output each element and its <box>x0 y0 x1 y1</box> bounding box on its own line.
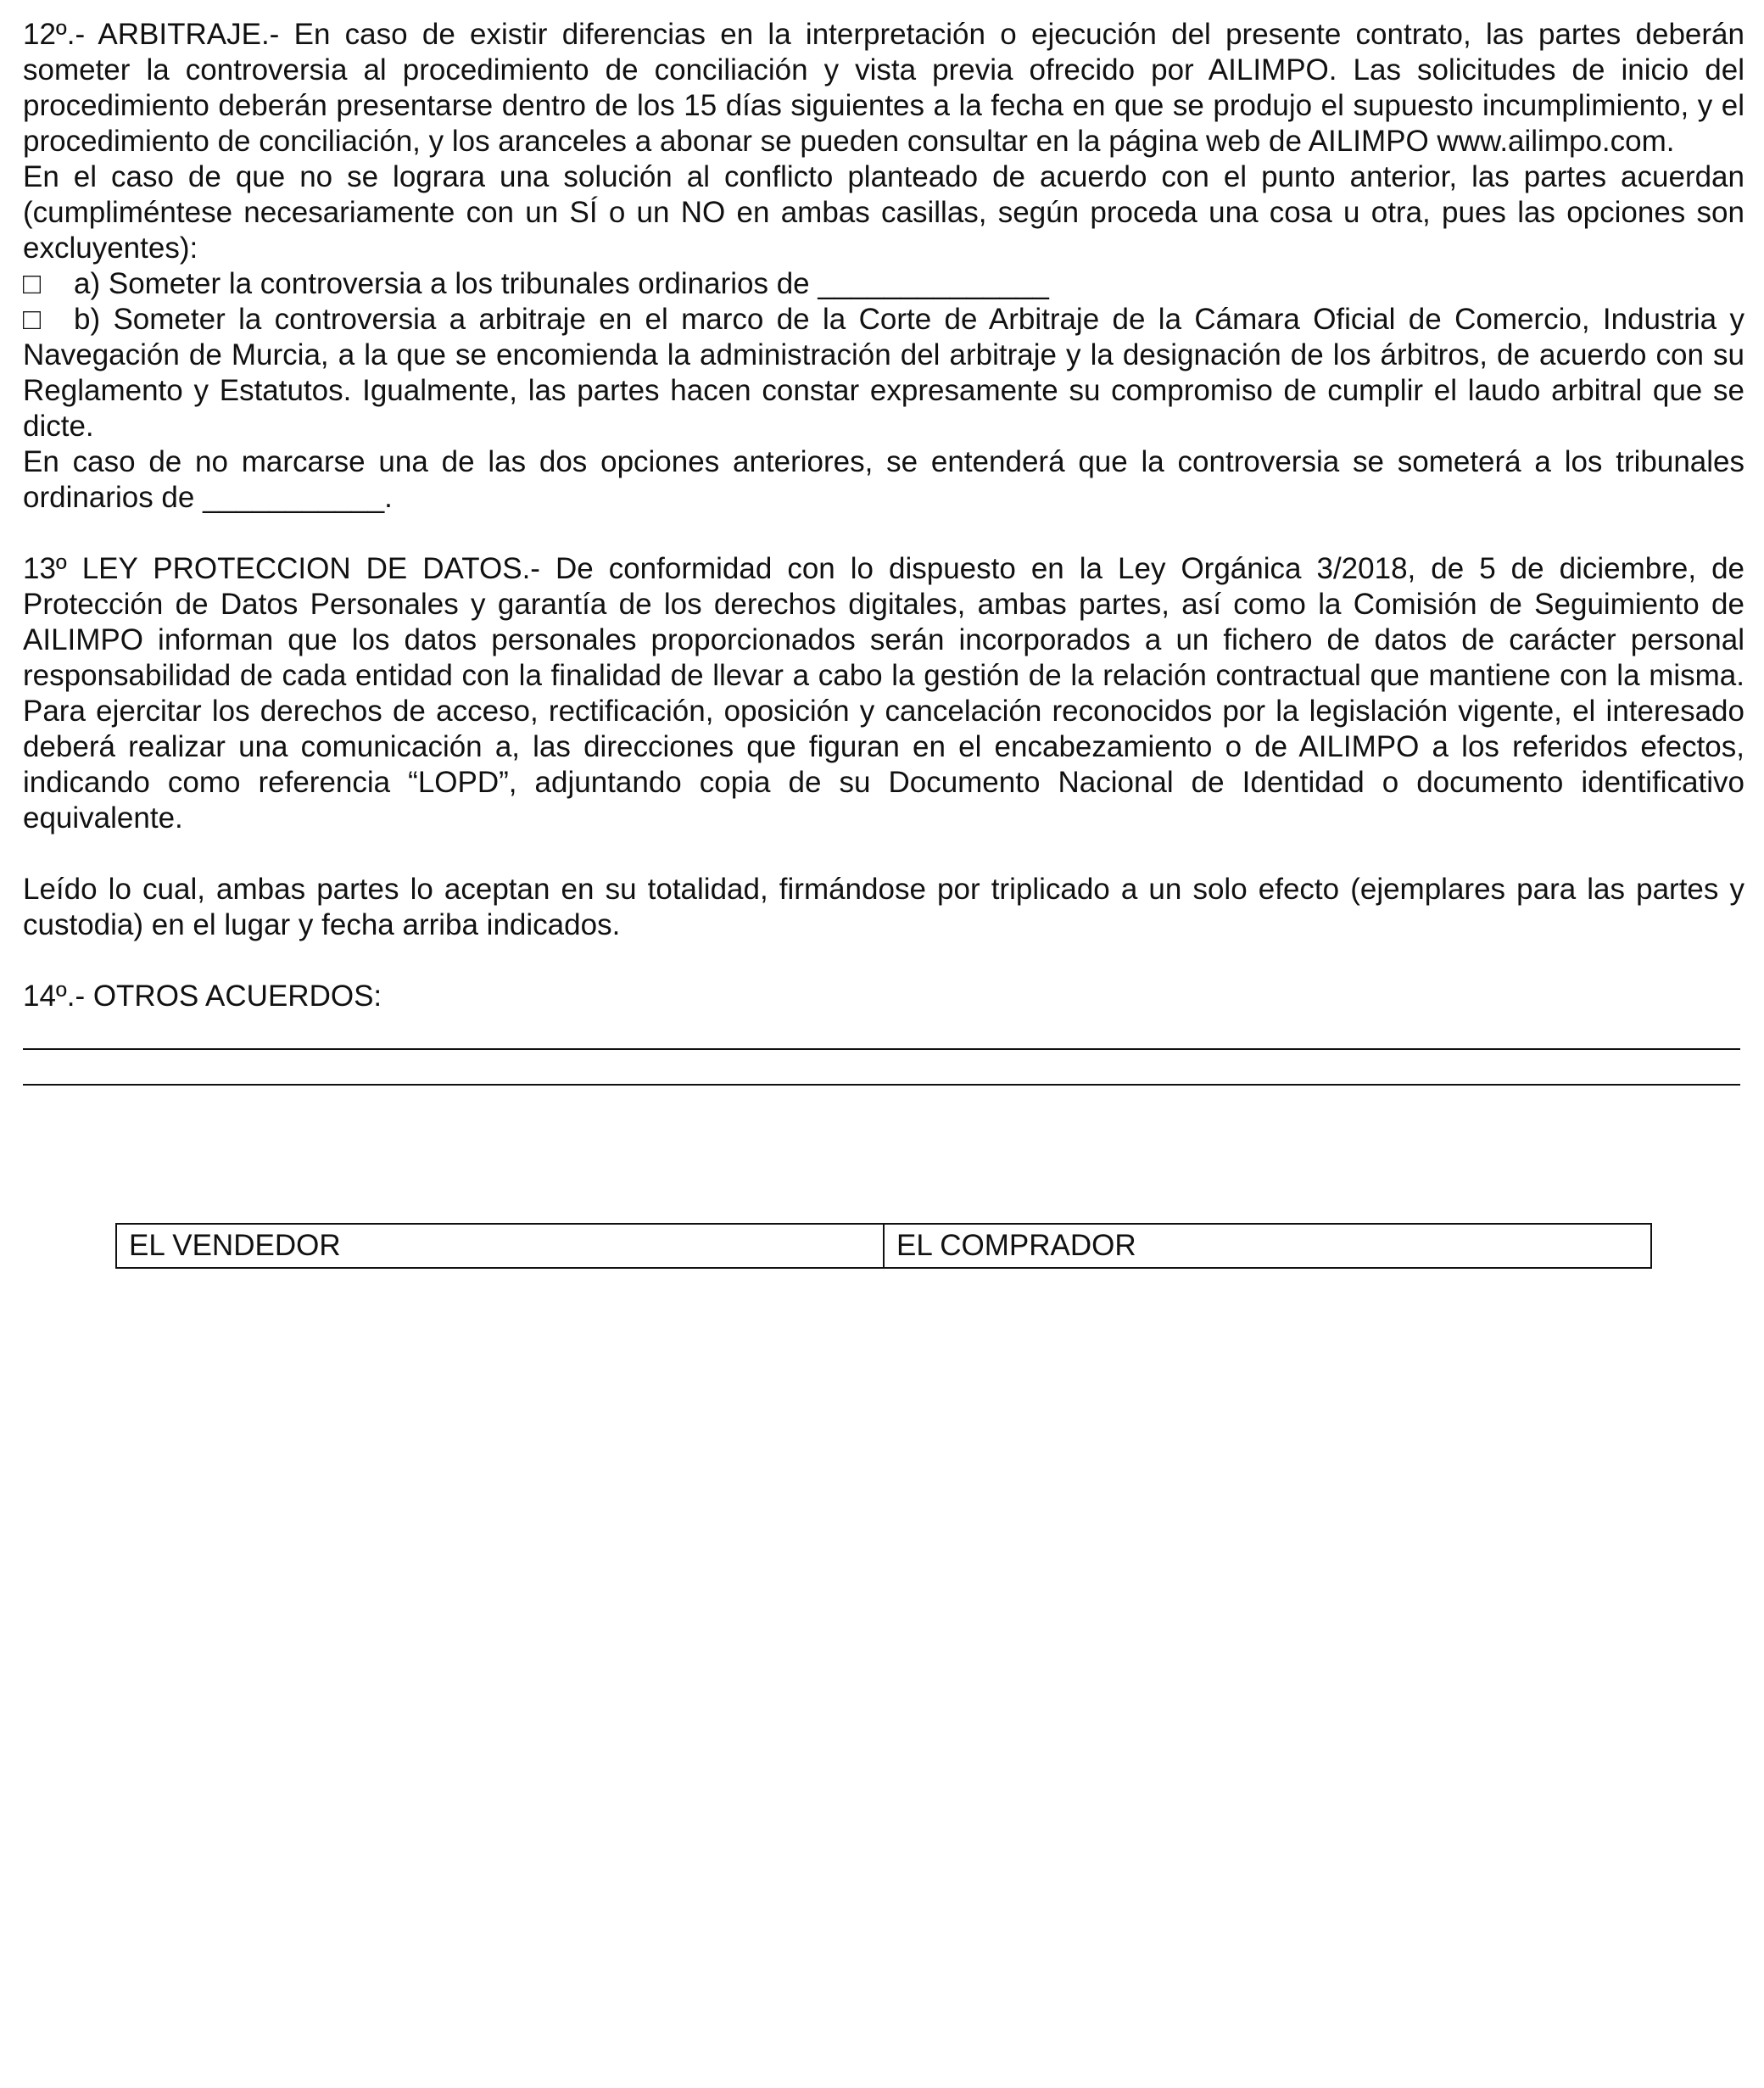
clause-14-heading: 14º.- OTROS ACUERDOS: <box>23 980 382 1013</box>
checkbox-option-a[interactable]: □ <box>23 267 42 300</box>
option-b-text: b) Someter la controversia a arbitraje en el marco de la Corte de Arbitraje de la Cámara Oficial de Comercio, Industria y Navegación de Murcia, a la que se encomienda la administración del arbitraje y la designación de los árbitros, de acuerdo con su Reglamento y Estatutos. Igualmente, las partes hacen constar expresamente su compromiso de cumplir el laudo arbitral que se dicte. <box>23 303 1744 443</box>
buyer-signature-cell: EL COMPRADOR <box>884 1224 1651 1268</box>
other-agreements-line-1[interactable] <box>23 1014 1740 1050</box>
signature-table <box>115 1223 1652 1269</box>
contract-page <box>23 17 1744 1086</box>
clause-12-arbitration: 12º.- ARBITRAJE.- En caso de existir diferencias en la interpretación o ejecución del presente contrato, las partes deberán someter la controversia al procedimiento de conciliación y vista previa ofrecido por AILIMPO. Las solicitudes de inicio del procedimiento deberán presentarse dentro de los 15 días siguientes a la fecha en que se produjo el supuesto incumplimiento, y el procedimiento de conciliación, y los aranceles a abonar se pueden consultar en la página web de AILIMPO www.ailimpo.com. <box>23 18 1744 158</box>
clause-13-data-protection: 13º LEY PROTECCION DE DATOS.- De conformidad con lo dispuesto en la Ley Orgánica 3/2018, de 5 de diciembre, de Protección de Datos Personales y garantía de los derechos digitales, ambas partes, así como la Comisión de Seguimiento de AILIMPO informan que los datos personales proporcionados serán incorporados a un fichero de datos de carácter personal responsabilidad de cada entidad con la finalidad de llevar a cabo la gestión de la relación contractual que mantiene con la misma. Para ejercitar los derechos de acceso, rectificación, oposición y cancelación reconocidos por la legislación vigente, el interesado deberá realizar una comunicación a, las direcciones que figuran en el encabezamiento o de AILIMPO a los referidos efectos, indicando como referencia “LOPD”, adjuntando copia de su Documento Nacional de Identidad o documento identificativo equivalente. <box>23 552 1744 835</box>
option-a-ordinary-courts <box>23 266 1744 302</box>
checkbox-option-b[interactable]: □ <box>23 303 42 336</box>
other-agreements-line-2[interactable] <box>23 1050 1740 1086</box>
seller-signature-cell: EL VENDEDOR <box>116 1224 884 1268</box>
option-b-arbitration-court <box>23 302 1744 444</box>
clause-12-dispute-options-intro: En el caso de que no se lograra una solución al conflicto planteado de acuerdo con el punto anterior, las partes acuerdan (cumpliméntese necesariamente con un SÍ o un NO en ambas casillas, según proceda una cosa u otra, pues las opciones son excluyentes): <box>23 160 1744 265</box>
closing-statement: Leído lo cual, ambas partes lo aceptan en su totalidad, firmándose por triplicado a un solo efecto (ejemplares para las partes y custodia) en el lugar y fecha arriba indicados. <box>23 873 1744 941</box>
clause-12-default-option: En caso de no marcarse una de las dos opciones anteriores, se entenderá que la controversia se someterá a los tribunales ordinarios de ___________. <box>23 445 1744 514</box>
option-a-text: a) Someter la controversia a los tribunales ordinarios de ______________ <box>74 267 1049 300</box>
